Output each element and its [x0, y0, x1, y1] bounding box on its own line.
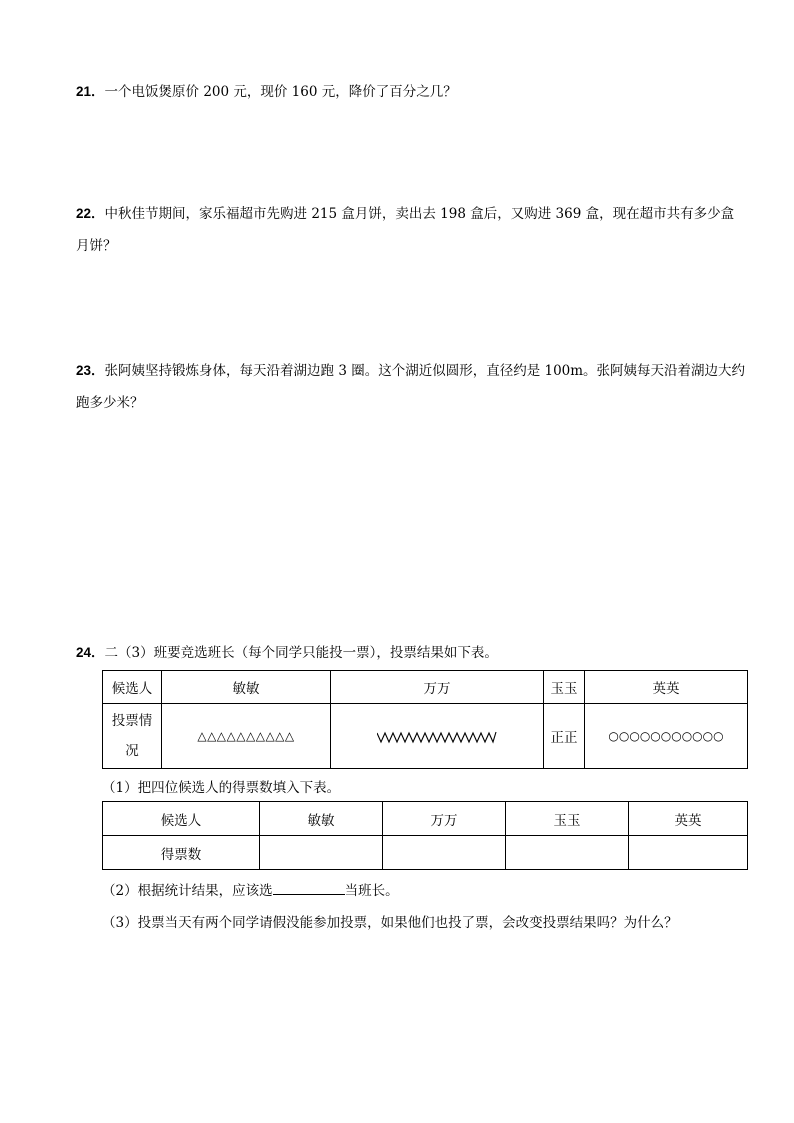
vote-tally-table [102, 670, 748, 769]
vote-count-cell[interactable] [629, 836, 748, 870]
answer-blank[interactable] [273, 880, 345, 895]
question-21 [76, 76, 746, 108]
question-number: 24． [76, 645, 105, 660]
question-number: 22． [76, 206, 105, 221]
candidate-name: 英英 [585, 671, 748, 704]
candidate-name: 玉玉 [544, 671, 585, 704]
sub-question-2 [102, 879, 399, 899]
question-text: 二（3）班要竞选班长（每个同学只能投一票），投票结果如下表。 [104, 645, 498, 661]
sub-question-1: （1）把四位候选人的得票数填入下表。 [102, 780, 341, 796]
question-22 [76, 198, 746, 262]
zheng-tally-marks: 正正 [544, 704, 585, 769]
sub-question-2-before: （2）根据统计结果，应该选 [102, 883, 273, 899]
question-text: 中秋佳节期间，家乐福超市先购进 215 盒月饼，卖出去 198 盒后，又购进 369 盒，现在超市共有多少盒月饼？ [76, 206, 735, 254]
triangle-marks: △△△△△△△△△△ [162, 704, 331, 769]
vote-count-cell[interactable] [506, 836, 629, 870]
candidate-name: 敏敏 [260, 802, 383, 836]
check-marks-icon [377, 730, 497, 744]
question-number: 21． [76, 84, 105, 99]
question-number: 23． [76, 363, 105, 378]
candidate-name: 敏敏 [162, 671, 331, 704]
question-text: 张阿姨坚持锻炼身体，每天沿着湖边跑 3 圈。这个湖近似圆形，直径约是 100m。张阿姨每天沿着湖边大约跑多少米？ [76, 363, 746, 411]
check-marks-cell [331, 704, 544, 769]
sub-question-2-after: 当班长。 [344, 883, 399, 899]
header-label: 候选人 [103, 802, 260, 836]
vote-count-cell[interactable] [383, 836, 506, 870]
question-24 [76, 637, 746, 669]
row-label: 得票数 [103, 836, 260, 870]
header-label: 候选人 [103, 671, 162, 704]
sub-question-3: （3）投票当天有两个同学请假没能参加投票，如果他们也投了票，会改变投票结果吗？为什么？ [102, 915, 678, 931]
candidate-name: 万万 [331, 671, 544, 704]
row-label: 投票情况 [103, 704, 162, 769]
candidate-name: 万万 [383, 802, 506, 836]
candidate-name: 英英 [629, 802, 748, 836]
question-23 [76, 355, 746, 419]
question-text: 一个电饭煲原价 200 元，现价 160 元，降价了百分之几？ [104, 84, 457, 100]
circle-marks: ○○○○○○○○○○○ [585, 704, 748, 769]
candidate-name: 玉玉 [506, 802, 629, 836]
vote-count-cell[interactable] [260, 836, 383, 870]
vote-count-table [102, 801, 748, 870]
